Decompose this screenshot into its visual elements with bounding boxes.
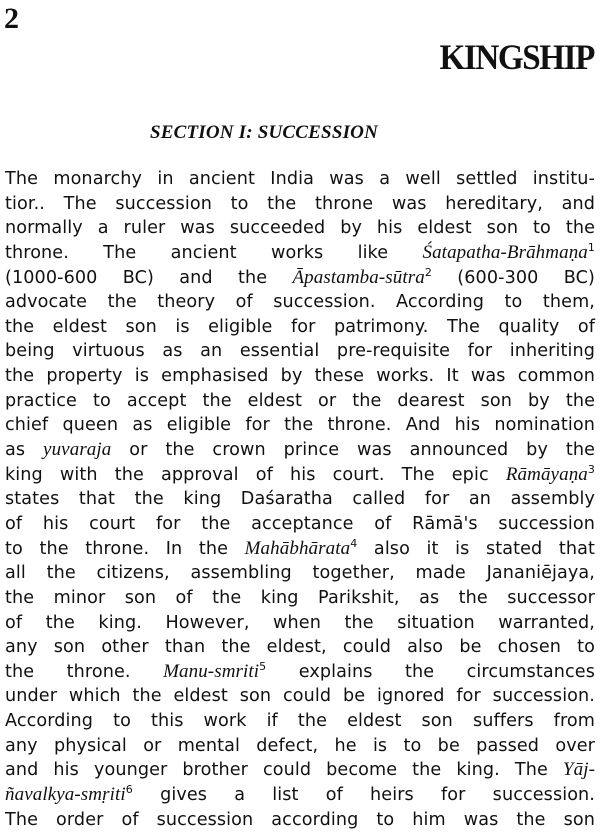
- text-run: to the throne. In the: [5, 538, 245, 559]
- text-run: any physical or mental defect, he is to be passed over: [5, 735, 595, 756]
- text-run: According to this work if the eldest son suffers from: [5, 711, 595, 732]
- text-line: [5, 635, 595, 660]
- footnote-ref: 6: [125, 783, 133, 797]
- chapter-title: KINGSHIP: [439, 37, 594, 77]
- text-line: [5, 537, 595, 562]
- text-run: The order of succession according to him was the son: [5, 809, 595, 830]
- text-line: [5, 290, 595, 315]
- footnote-ref: 5: [259, 659, 267, 673]
- text-line: [5, 241, 595, 266]
- text-line: [5, 684, 595, 709]
- text-line: [5, 192, 595, 217]
- text-run: gives a list of heirs for succession.: [132, 785, 595, 806]
- text-line: [5, 709, 595, 734]
- text-run: tior.. The succession to the throne was hereditary, and: [5, 193, 595, 214]
- footnote-ref: 3: [587, 462, 595, 476]
- text-run: (600-300 BC): [431, 267, 595, 288]
- text-run: the eldest son is eligible for patrimony. The quality of: [5, 316, 595, 337]
- footnote-ref: 4: [350, 536, 358, 550]
- italic-term: Rāmāyaṇa: [505, 463, 588, 485]
- body-text: [5, 167, 595, 832]
- text-run: normally a ruler was succeeded by his eldest son to the: [5, 218, 595, 239]
- text-line: [5, 734, 595, 759]
- text-line: [5, 266, 595, 291]
- text-run: under which the eldest son could be ignored for succession.: [5, 686, 595, 707]
- footnote-ref: 2: [424, 265, 432, 279]
- text-run: or the crown prince was announced by the: [111, 440, 596, 461]
- text-run: practice to accept the eldest or the dearest son by the: [5, 390, 595, 411]
- text-line: [5, 216, 595, 241]
- text-run: of the king. However, when the situation warranted,: [5, 612, 595, 633]
- italic-term: Manu-smriti: [163, 660, 260, 682]
- text-run: chief queen as eligible for the throne. And his nomination: [5, 415, 595, 436]
- italic-term: yuvaraja: [43, 439, 112, 461]
- italic-term: Āpastamba-sūtra: [292, 266, 425, 288]
- text-run: the throne.: [5, 661, 164, 682]
- text-line: [5, 463, 595, 488]
- text-run: all the citizens, assembling together, made Jananiējaya,: [5, 563, 595, 584]
- text-run: king with the approval of his court. The epic: [5, 464, 506, 485]
- italic-term: Śatapatha-Brāhmaṇa: [422, 241, 588, 263]
- text-line: [5, 413, 595, 438]
- text-line: [5, 561, 595, 586]
- text-run: The monarchy in ancient India was a well settled institu-: [5, 169, 595, 189]
- footnote-ref: 1: [587, 240, 595, 254]
- text-line: [5, 167, 595, 192]
- chapter-number: 2: [4, 2, 19, 35]
- text-line: [5, 315, 595, 340]
- text-line: [5, 783, 595, 808]
- text-run: throne. The ancient works like: [5, 242, 423, 263]
- text-line: [5, 389, 595, 414]
- text-run: explains the circumstances: [266, 661, 595, 682]
- text-run: as: [5, 440, 44, 461]
- text-run: and his younger brother could become the king. The: [5, 760, 563, 781]
- text-line: [5, 438, 595, 463]
- text-line: [5, 586, 595, 611]
- text-line: [5, 487, 595, 512]
- section-heading: SECTION I: SUCCESSION: [149, 122, 379, 143]
- text-run: the property is emphasised by these works. It was common: [5, 366, 595, 387]
- italic-term: Yāj-: [562, 759, 595, 781]
- text-line: [5, 660, 595, 685]
- text-run: being virtuous as an essential pre-requisite for inheriting: [5, 341, 595, 362]
- text-line: [5, 808, 595, 832]
- text-line: [5, 364, 595, 389]
- text-line: [5, 512, 595, 537]
- text-run: also it is stated that: [357, 538, 595, 559]
- text-run: states that the king Daśaratha called for an assembly: [5, 489, 595, 510]
- text-line: [5, 339, 595, 364]
- text-run: of his court for the acceptance of Rāmā's succession: [5, 513, 595, 534]
- text-run: (1000-600 BC) and the: [5, 267, 293, 288]
- text-run: advocate the theory of succession. According to them,: [5, 292, 595, 313]
- text-run: any son other than the eldest, could also be chosen to: [5, 637, 595, 658]
- italic-term: ñavalkya-smṛiti: [5, 784, 126, 806]
- text-line: [5, 611, 595, 636]
- text-run: the minor son of the king Parikshit, as the successor: [5, 587, 595, 608]
- italic-term: Mahābhārata: [244, 537, 351, 559]
- text-line: [5, 758, 595, 783]
